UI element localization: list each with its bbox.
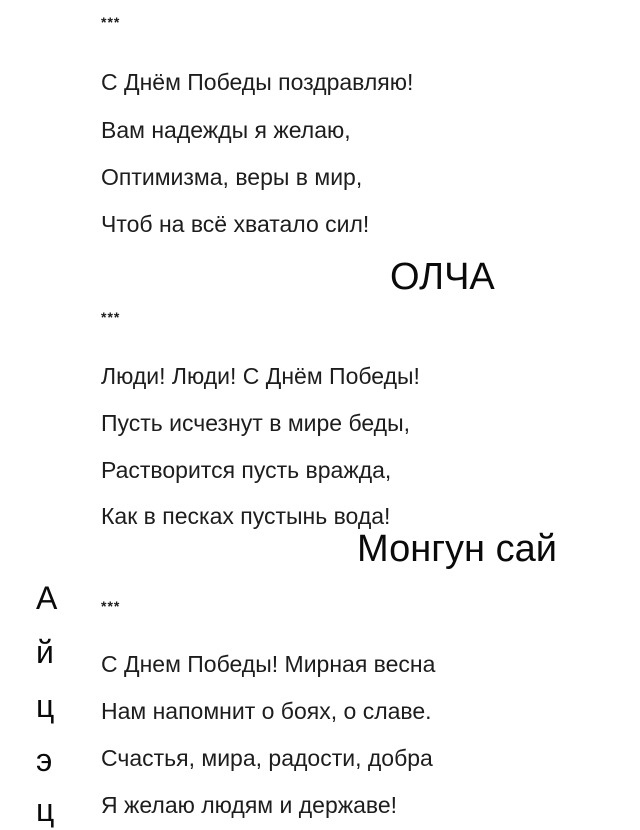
poem-3-separator: *** — [101, 598, 121, 614]
poem-2-line-1: Люди! Люди! С Днём Победы! — [101, 363, 420, 389]
poem-2-line-4: Как в песках пустынь вода! — [101, 503, 391, 529]
poem-3-author-letter-1: А — [36, 580, 58, 616]
poem-3-line-1: С Днем Победы! Мирная весна — [101, 651, 436, 677]
poem-1-line-4: Чтоб на всё хватало сил! — [101, 211, 370, 237]
poem-1-line-1: С Днём Победы поздравляю! — [101, 69, 414, 95]
poem-3-line-3: Счастья, мира, радости, добра — [101, 745, 433, 771]
poem-3-author-letter-2: й — [36, 634, 54, 670]
poem-3-author-letter-4: э — [36, 742, 53, 778]
poem-1-author: ОЛЧА — [390, 256, 495, 298]
poem-2-separator: *** — [101, 309, 121, 325]
poem-3-author-letter-5: ц — [36, 792, 55, 828]
poem-1-line-2: Вам надежды я желаю, — [101, 117, 351, 143]
poem-2-line-2: Пусть исчезнут в мире беды, — [101, 410, 410, 436]
poem-2-line-3: Растворится пусть вражда, — [101, 457, 392, 483]
poem-2-author: Монгун сай — [357, 528, 557, 570]
poem-3-line-2: Нам напомнит о боях, о славе. — [101, 698, 432, 724]
poem-3-author-letter-3: ц — [36, 688, 55, 724]
poem-1-separator: *** — [101, 14, 121, 30]
poem-3-line-4: Я желаю людям и державе! — [101, 792, 398, 818]
poem-1-line-3: Оптимизма, веры в мир, — [101, 164, 363, 190]
